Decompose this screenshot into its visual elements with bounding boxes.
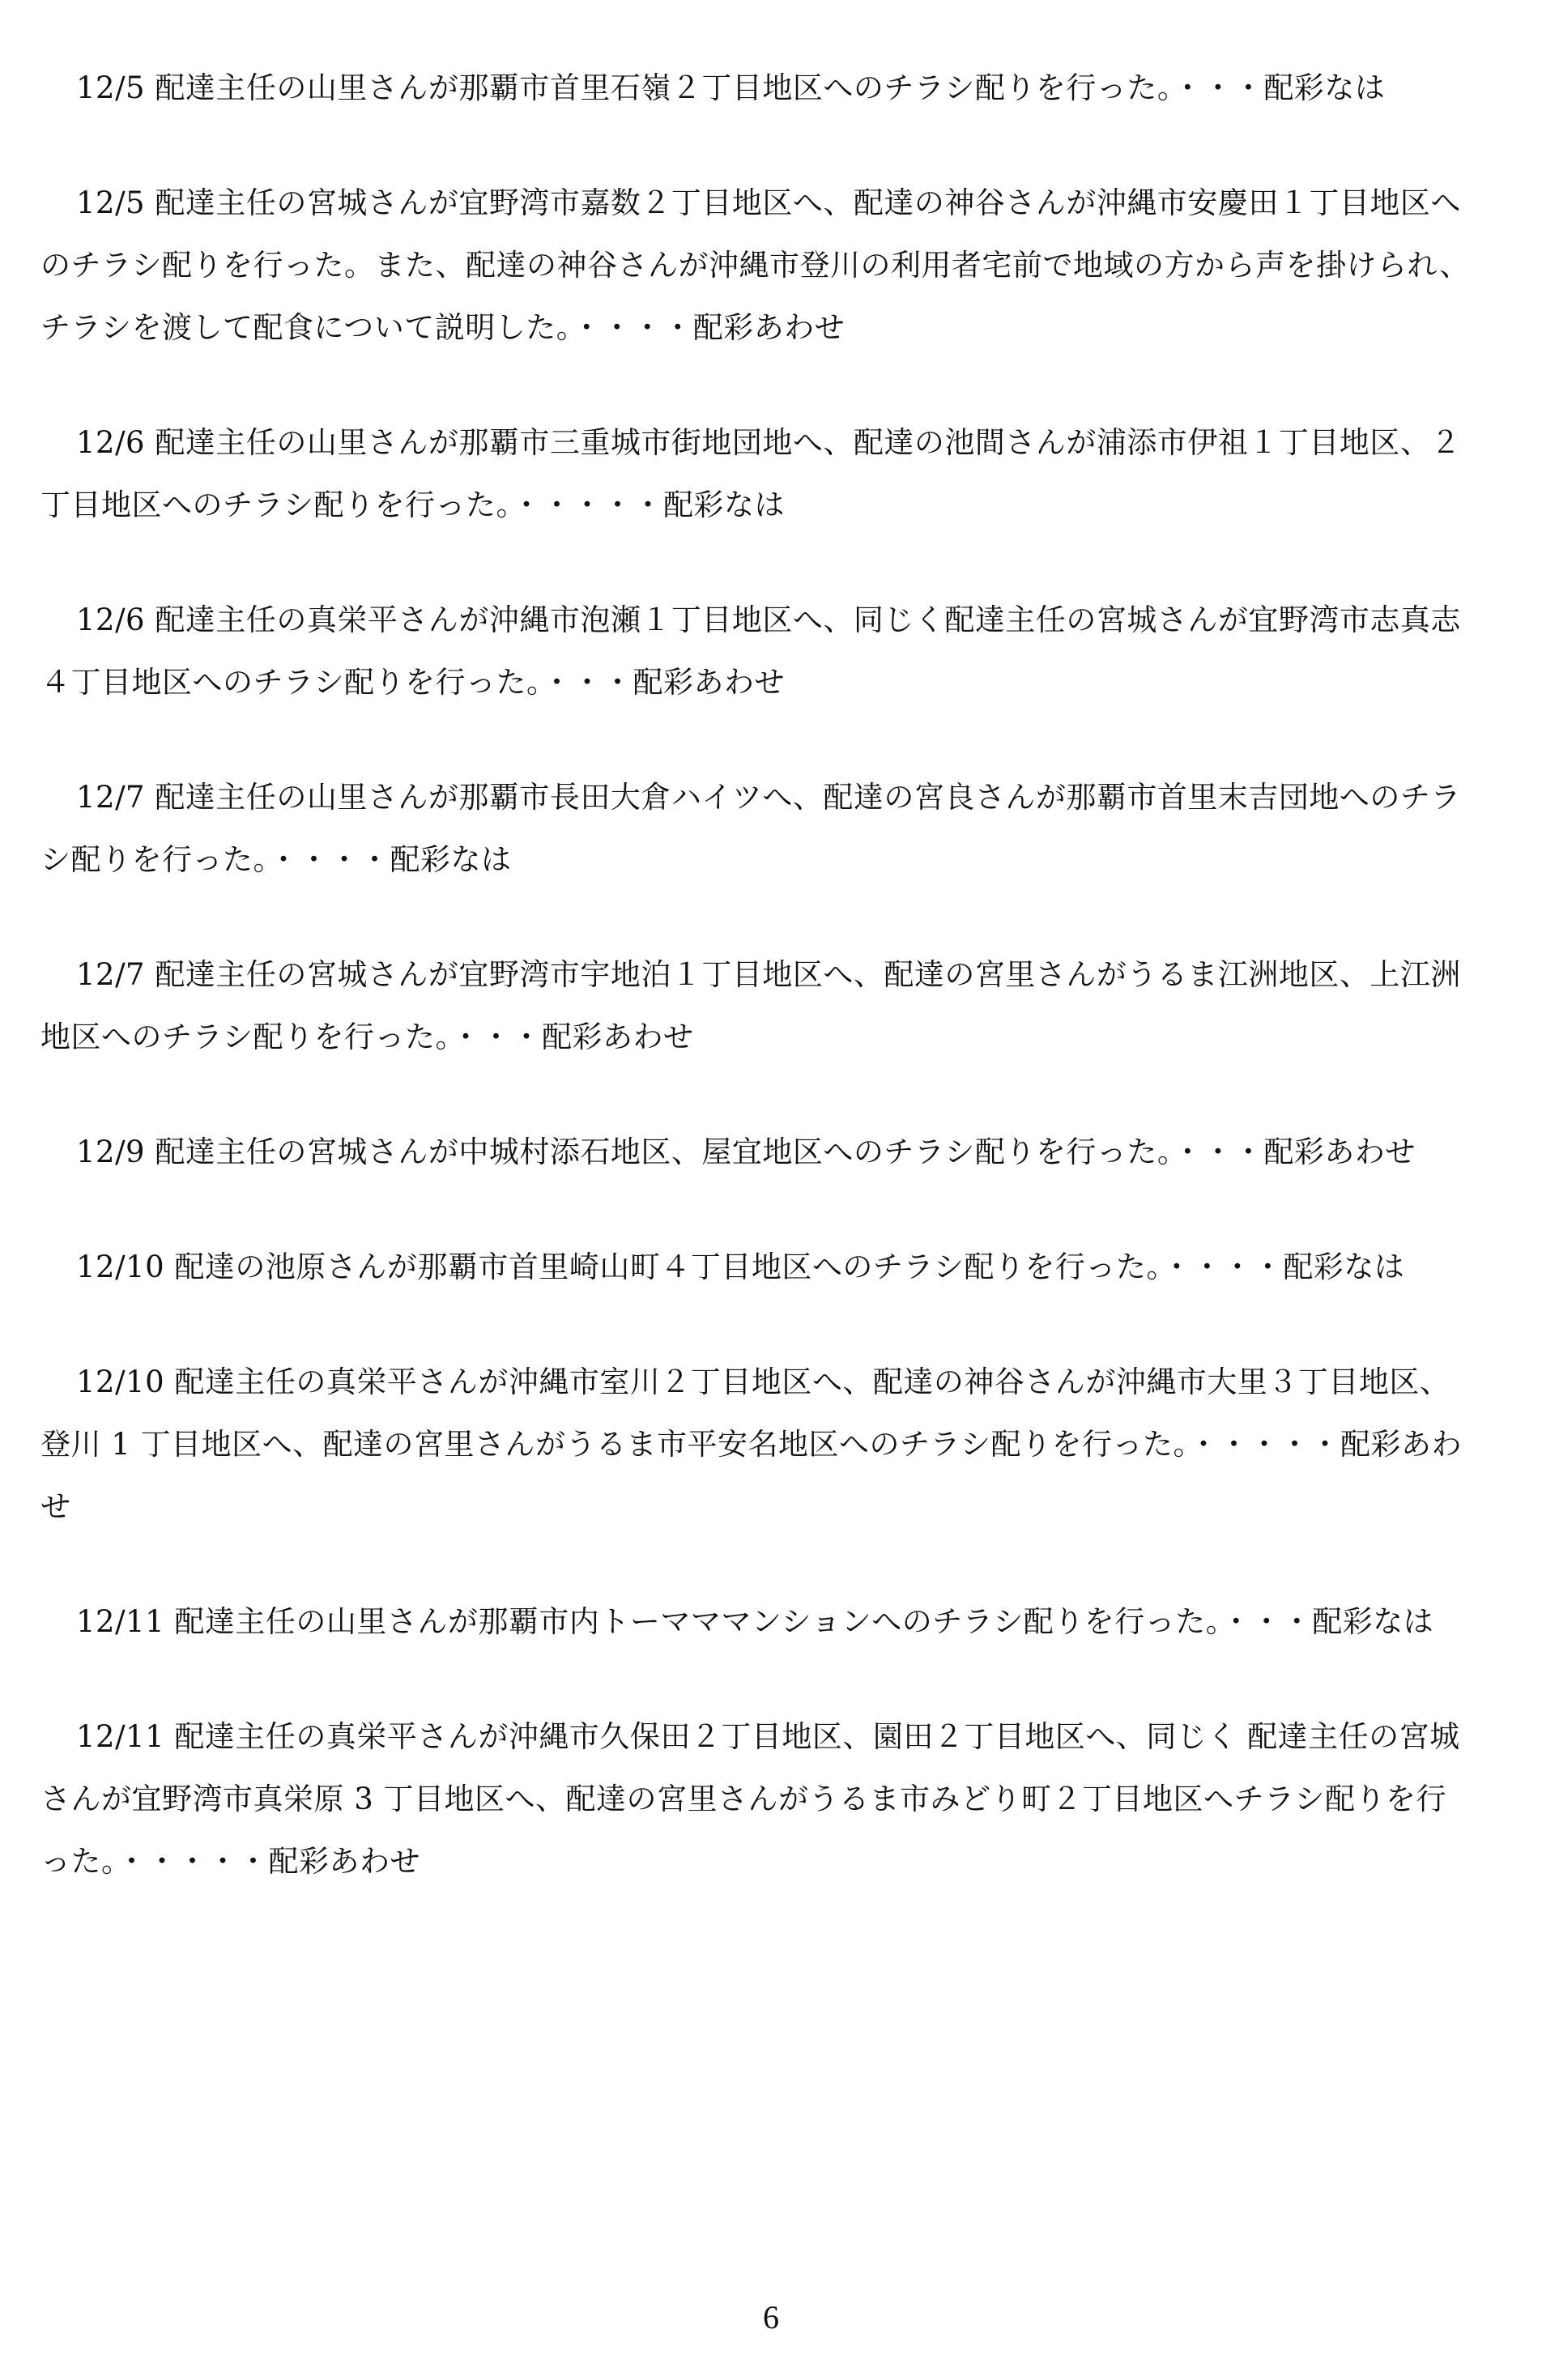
report-entry-12-10-maehira-kamiya-miyazato: 12/10 配達主任の真栄平さんが沖縄市室川２丁目地区へ、配達の神谷さんが沖縄市大里３丁目地区、登川 1 丁目地区へ、配達の宮里さんがうるま市平安名地区へのチラシ配りを行った。・・・・・配彩あわせ — [40, 1365, 1463, 1524]
report-entries — [40, 57, 1474, 1945]
report-entry-12-10-ikehara: 12/10 配達の池原さんが那覇市首里崎山町４丁目地区へのチラシ配りを行った。・・・・配彩なは — [76, 1250, 1405, 1284]
report-entry-12-11-maehira-miyagi-miyazato: 12/11 配達主任の真栄平さんが沖縄市久保田２丁目地区、園田２丁目地区へ、同じく 配達主任の宮城さんが宜野湾市真栄原 3 丁目地区へ、配達の宮里さんがうるま市みどり町２丁目地区へチラシ配りを行った。・・・・・配彩あわせ — [40, 1719, 1460, 1879]
report-entry-12-5-yamazato: 12/5 配達主任の山里さんが那覇市首里石嶺２丁目地区へのチラシ配りを行った。・・・配彩なは — [76, 70, 1386, 105]
report-entry-12-7-yamazato-miyara: 12/7 配達主任の山里さんが那覇市長田大倉ハイツへ、配達の宮良さんが那覇市首里末吉団地へのチラシ配りを行った。・・・・配彩なは — [40, 780, 1461, 877]
page-number: 6 — [763, 2299, 779, 2335]
report-entry-12-9-miyagi: 12/9 配達主任の宮城さんが中城村添石地区、屋宜地区へのチラシ配りを行った。・・・配彩あわせ — [76, 1135, 1416, 1169]
report-entry-12-6-yamazato-ikema: 12/6 配達主任の山里さんが那覇市三重城市街地団地へ、配達の池間さんが浦添市伊祖１丁目地区、２丁目地区へのチラシ配りを行った。・・・・・配彩なは — [40, 425, 1461, 522]
report-entry-12-11-yamazato: 12/11 配達主任の山里さんが那覇市内トーマママンションへのチラシ配りを行った。・・・配彩なは — [76, 1604, 1434, 1639]
report-entry-12-6-maehira-miyagi: 12/6 配達主任の真栄平さんが沖縄市泡瀬１丁目地区へ、同じく配達主任の宮城さんが宜野湾市志真志４丁目地区へのチラシ配りを行った。・・・配彩あわせ — [40, 602, 1461, 700]
report-entry-12-7-miyagi-miyazato: 12/7 配達主任の宮城さんが宜野湾市宇地泊１丁目地区へ、配達の宮里さんがうるま江洲地区、上江洲地区へのチラシ配りを行った。・・・配彩あわせ — [40, 957, 1461, 1054]
report-entry-12-5-miyagi-kamiya: 12/5 配達主任の宮城さんが宜野湾市嘉数２丁目地区へ、配達の神谷さんが沖縄市安慶田１丁目地区へのチラシ配りを行った。また、配達の神谷さんが沖縄市登川の利用者宅前で地域の方から声を掛けられ、チラシを渡して配食について説明した。・・・・配彩あわせ — [40, 185, 1470, 345]
